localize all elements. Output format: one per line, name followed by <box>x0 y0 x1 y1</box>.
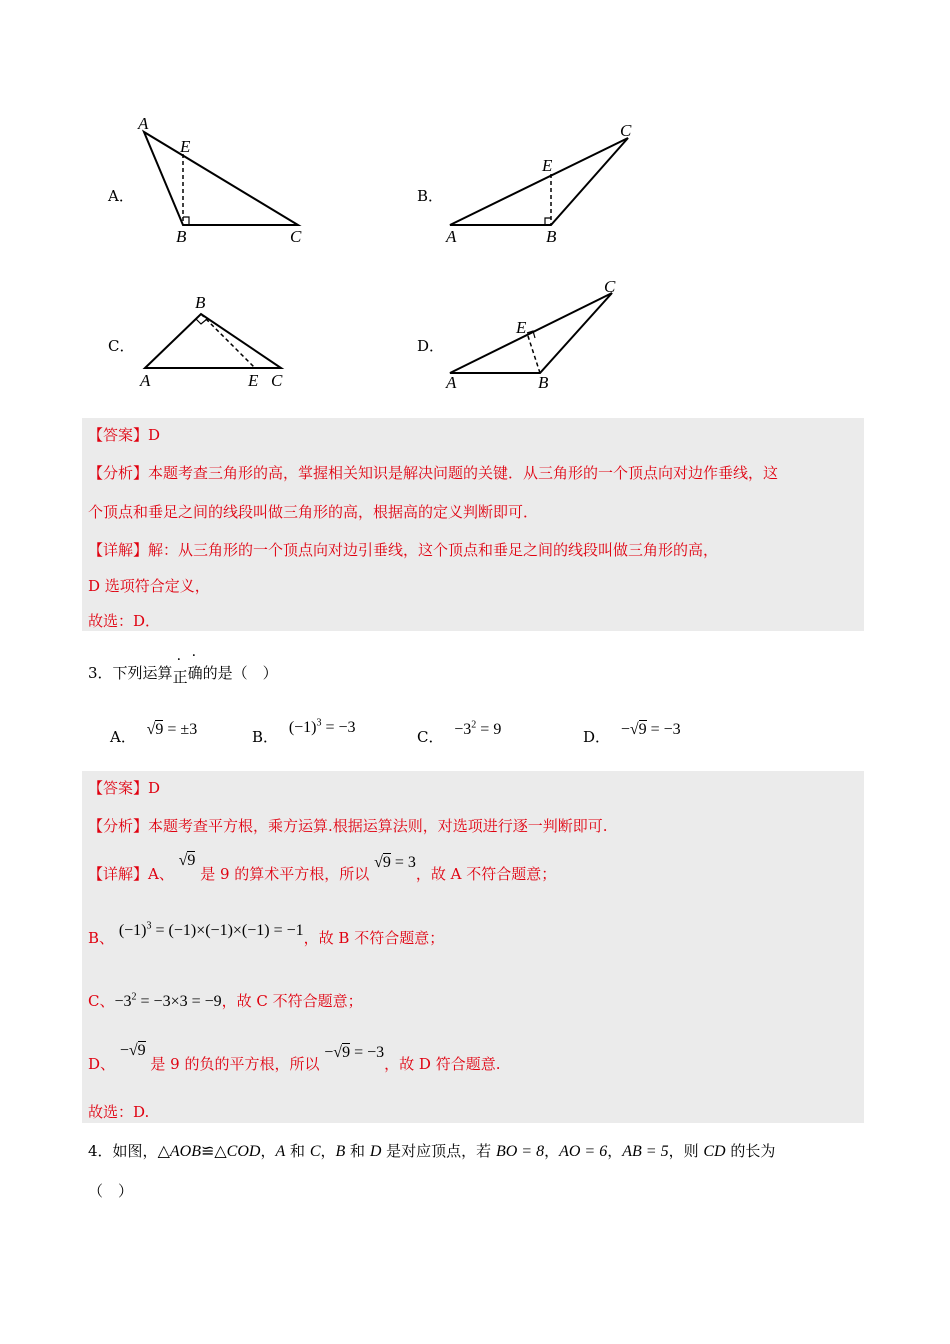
q4-eq-bo: BO = 8 <box>495 1143 545 1160</box>
q3-option-d <box>583 718 681 746</box>
fig-c-vertex-a: A <box>140 371 151 390</box>
fig-a-vertex-e: E <box>180 137 191 156</box>
q4-answer-blank: （ ） <box>88 1182 134 1200</box>
detail-text: 解：从三角形的一个顶点向对边引垂线，这个顶点和垂足之间的线段叫做三角形的高， <box>148 541 719 559</box>
answer-value: D <box>148 779 161 797</box>
q4-eq-ab: AB = 5 <box>622 1143 669 1160</box>
q2-analysis-line2: 个顶点和垂足之间的线段叫做三角形的高，根据高的定义判断即可． <box>88 503 539 521</box>
fig-c-vertex-e: E <box>248 371 259 390</box>
detail-c-prefix: C、 <box>88 992 115 1010</box>
detail-a-prefix: A、 <box>148 865 174 883</box>
q3-stem <box>88 662 278 686</box>
detail-b-end: ，故 B 不符合题意； <box>303 929 445 947</box>
q3-conclusion: 故选：D. <box>88 1103 150 1121</box>
detail-a-sqrt: √9 <box>178 852 196 869</box>
expr-rhs: = (−1)×(−1)×(−1) = −1 <box>155 922 304 939</box>
expr-rhs: = −3×3 = −9 <box>140 993 222 1010</box>
analysis-text: 本题考查三角形的高，掌握相关知识是解决问题的关键．从三角形的一个顶点向对边作垂线，这 <box>148 464 779 482</box>
answer-tag: 【答案】 <box>88 779 149 797</box>
q3-option-c <box>417 718 502 746</box>
fig-b-vertex-c: C <box>620 121 632 140</box>
q3-opt-d-label: D． <box>583 728 611 746</box>
detail-a-mid: 是 9 的算术平方根，所以 <box>200 865 370 883</box>
q4-triangle-1: △AOB <box>157 1143 201 1160</box>
radicand: 9 <box>638 721 647 738</box>
detail-a-eq: √9 = 3 <box>374 854 416 871</box>
fig-b-vertex-e: E <box>542 156 553 175</box>
q3-detail-c <box>88 990 363 1011</box>
q4-text-1: 如图， <box>112 1142 158 1160</box>
q3-detail-b <box>88 920 445 948</box>
detail-tag: 【详解】 <box>88 865 149 883</box>
q3-detail-d <box>88 1042 501 1074</box>
answer-value: D <box>148 426 161 444</box>
option-b-label: B． <box>417 187 444 205</box>
expr-rhs: = −3 <box>325 719 356 736</box>
q3-opt-b-label: B． <box>252 728 279 746</box>
figure-option-d <box>440 278 630 393</box>
q3-emphasis-2: 确 <box>187 664 203 682</box>
option-c-label: C． <box>108 337 135 355</box>
fig-d-vertex-e: E <box>516 318 527 337</box>
analysis-tag: 【分析】 <box>88 464 149 482</box>
eq-rhs: = −3 <box>354 1044 385 1061</box>
q4-eq-ao: AO = 6 <box>559 1143 608 1160</box>
detail-b-expr: $(-1)^3 = (-1)\times(-1)\times(-1) = -1$ <box>118 920 304 939</box>
fig-c-vertex-c: C <box>271 371 283 390</box>
q4-number: 4． <box>88 1142 113 1160</box>
expr-rhs: = −3 <box>650 721 681 738</box>
q3-detail-a <box>88 852 557 884</box>
q3-stem-before: 下列运算 <box>112 664 173 682</box>
radicand: 9 <box>382 854 391 871</box>
detail-b-prefix: B、 <box>88 929 115 947</box>
q2-conclusion: 故选：D． <box>88 612 161 630</box>
q4-point-d: D <box>369 1143 382 1160</box>
q3-opt-c-expr: $-3^2 = 9$ <box>454 719 502 738</box>
detail-d-prefix: D、 <box>88 1055 116 1073</box>
radicand: 9 <box>342 1044 351 1061</box>
q4-segment-cd: CD <box>703 1143 726 1160</box>
q3-opt-a-expr: √9 = ±3 <box>146 721 198 738</box>
figure-option-b <box>440 118 640 248</box>
fig-a-vertex-a: A <box>138 114 149 133</box>
q3-analysis-line <box>88 815 608 836</box>
q4-point-c: C <box>309 1143 321 1160</box>
q4-stem <box>88 1140 775 1161</box>
q4-and-2: 和 <box>345 1142 370 1160</box>
q4-text-6: 的长为 <box>725 1142 776 1160</box>
expr-rhs: = 9 <box>480 721 502 738</box>
fig-d-vertex-b: B <box>538 373 549 392</box>
fig-d-vertex-a: A <box>446 373 457 392</box>
detail-c-end: ，故 C 不符合题意； <box>221 992 363 1010</box>
detail-a-end: ，故 A 不符合题意； <box>415 865 557 883</box>
q3-stem-after: 的是（ ） <box>202 664 278 682</box>
q3-opt-d-expr: −√9 = −3 <box>620 721 681 738</box>
radicand: 9 <box>155 721 164 738</box>
radicand: 9 <box>137 1042 146 1059</box>
q4-sep-1: ， <box>544 1142 560 1160</box>
detail-d-end: ，故 D 符合题意. <box>384 1055 501 1073</box>
q4-text-5: ，则 <box>668 1142 704 1160</box>
option-a-label: A． <box>108 187 134 205</box>
radicand: 9 <box>187 852 196 869</box>
detail-c-expr: $-3^2 = -3\times 3 = -9$ <box>114 991 222 1010</box>
q4-text-4: 是对应顶点，若 <box>381 1142 496 1160</box>
fig-b-vertex-a: A <box>446 227 457 246</box>
expr-rhs: = ±3 <box>167 721 198 738</box>
q4-text-2: ， <box>260 1142 276 1160</box>
q2-detail-line2: D 选项符合定义， <box>88 577 210 595</box>
q3-emphasis-1: 正 <box>172 668 188 686</box>
detail-tag: 【详解】 <box>88 541 149 559</box>
q2-answer-line <box>88 424 160 445</box>
q3-option-b <box>252 716 356 746</box>
q3-answer-line <box>88 777 160 798</box>
q3-number: 3． <box>88 664 113 682</box>
q3-opt-b-expr: $(-1)^3 = -3$ <box>288 717 356 736</box>
fig-b-vertex-b: B <box>546 227 557 246</box>
q2-analysis-line1 <box>88 462 778 483</box>
q4-point-b: B <box>335 1143 346 1160</box>
q2-answer-box <box>82 418 864 631</box>
q4-sep-2: ， <box>607 1142 623 1160</box>
option-d-label: D． <box>417 337 445 355</box>
figure-option-a <box>130 112 320 252</box>
fig-a-vertex-c: C <box>290 227 302 246</box>
q4-text-3: ， <box>320 1142 336 1160</box>
detail-d-sqrt: −√9 <box>119 1042 146 1059</box>
q4-point-a: A <box>275 1143 286 1160</box>
analysis-text: 本题考查平方根，乘方运算.根据运算法则，对选项进行逐一判断即可. <box>148 817 608 835</box>
q4-congruent-symbol: ≌ <box>200 1143 215 1160</box>
q3-answer-box <box>82 771 864 1123</box>
detail-d-mid: 是 9 的负的平方根，所以 <box>150 1055 320 1073</box>
q2-detail-line1 <box>88 539 718 560</box>
analysis-tag: 【分析】 <box>88 817 149 835</box>
q3-opt-a-label: A． <box>110 728 136 746</box>
q4-and-1: 和 <box>285 1142 310 1160</box>
q3-opt-c-label: C． <box>417 728 444 746</box>
fig-c-vertex-b: B <box>195 293 206 312</box>
fig-d-vertex-c: C <box>604 278 616 296</box>
q4-triangle-2: △COD <box>214 1143 261 1160</box>
answer-tag: 【答案】 <box>88 426 149 444</box>
eq-rhs: = 3 <box>394 854 416 871</box>
fig-a-vertex-b: B <box>176 227 187 246</box>
detail-d-eq: −√9 = −3 <box>324 1044 385 1061</box>
figure-option-c <box>135 290 295 390</box>
q3-option-a <box>110 718 198 746</box>
